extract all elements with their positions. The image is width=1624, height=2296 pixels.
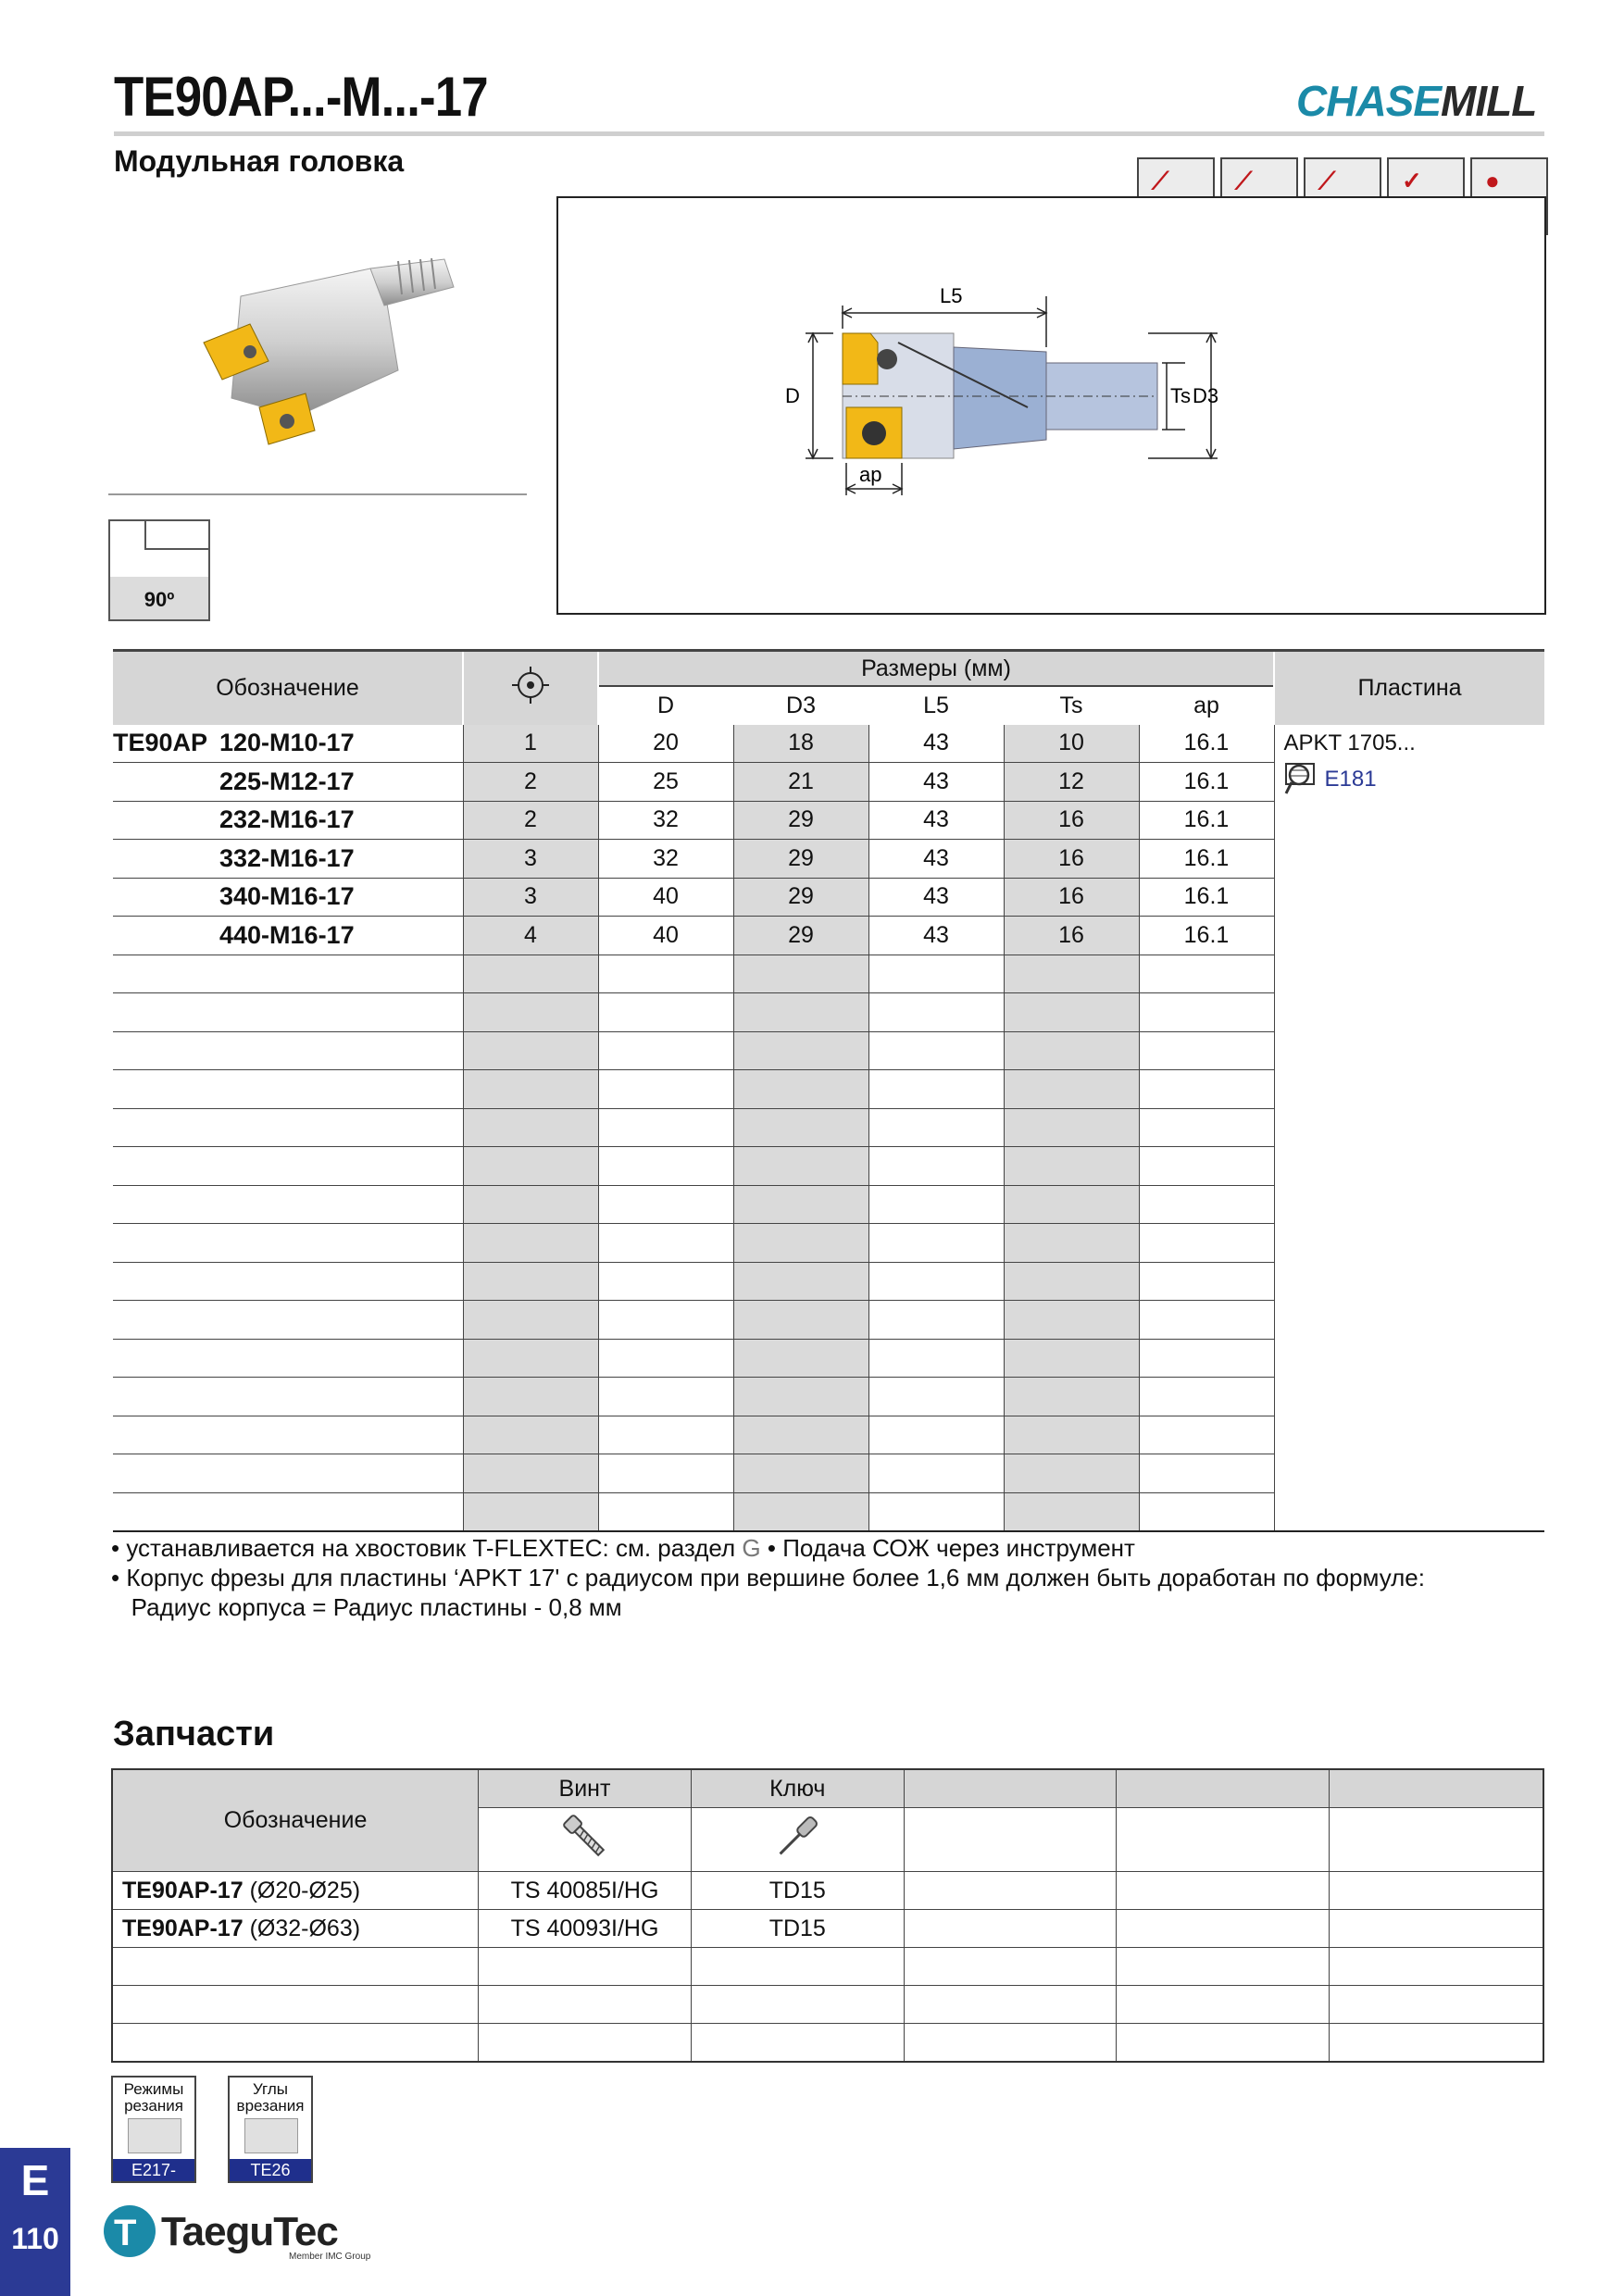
col-ap: ap bbox=[1139, 686, 1274, 725]
cell-d3: 21 bbox=[733, 763, 868, 802]
cell-ts: 16 bbox=[1004, 917, 1139, 955]
shoulder-milling-icon: ⟋ bbox=[1137, 157, 1215, 235]
designation-cell bbox=[113, 1224, 463, 1263]
table-row bbox=[113, 725, 1544, 763]
cell-d: 40 bbox=[598, 917, 733, 955]
ref-pages: E217-E219 bbox=[113, 2159, 194, 2181]
title-divider bbox=[114, 131, 1544, 136]
cell-d3 bbox=[733, 1454, 868, 1493]
angle-icon bbox=[110, 521, 208, 577]
cell-d3 bbox=[733, 1339, 868, 1378]
cell-d bbox=[598, 1224, 733, 1263]
cell-d3 bbox=[733, 1070, 868, 1109]
col-ts: Ts bbox=[1004, 686, 1139, 725]
cell-d3 bbox=[733, 1185, 868, 1224]
cell-d bbox=[598, 1185, 733, 1224]
cell-z bbox=[463, 1070, 598, 1109]
cell-d bbox=[598, 1070, 733, 1109]
designation-cell bbox=[113, 1147, 463, 1186]
cell-ap: 16.1 bbox=[1139, 801, 1274, 840]
cell-z: 4 bbox=[463, 917, 598, 955]
spare-key bbox=[691, 1948, 904, 1986]
cell-d bbox=[598, 1108, 733, 1147]
cell-z: 2 bbox=[463, 801, 598, 840]
cell-d bbox=[598, 993, 733, 1032]
spares-title: Запчасти bbox=[113, 1715, 275, 1753]
cell-ap bbox=[1139, 1224, 1274, 1263]
spare-key: TD15 bbox=[691, 1872, 904, 1910]
catalog-magnifier-icon bbox=[1284, 762, 1325, 797]
cell-ts bbox=[1004, 1378, 1139, 1416]
cell-ap: 16.1 bbox=[1139, 725, 1274, 763]
cell-z bbox=[463, 1416, 598, 1454]
cell-l5: 43 bbox=[868, 878, 1004, 917]
cell-d3 bbox=[733, 1416, 868, 1454]
cell-z: 3 bbox=[463, 840, 598, 879]
cell-d bbox=[598, 1339, 733, 1378]
designation-cell: 440-M16-17 bbox=[113, 917, 463, 955]
cell-d: 32 bbox=[598, 801, 733, 840]
spare-designation bbox=[112, 1948, 479, 1986]
cell-ts bbox=[1004, 1070, 1139, 1109]
page-number: 110 bbox=[11, 2222, 59, 2255]
cell-ap: 16.1 bbox=[1139, 917, 1274, 955]
spare-row bbox=[112, 1986, 1543, 2024]
designation-cell: TE90AP 120-M10-17 bbox=[113, 725, 463, 763]
cell-d3 bbox=[733, 955, 868, 993]
spare-key bbox=[691, 1986, 904, 2024]
cell-d bbox=[598, 955, 733, 993]
cell-ap bbox=[1139, 1262, 1274, 1301]
cell-d3 bbox=[733, 1492, 868, 1531]
cell-ap bbox=[1139, 1339, 1274, 1378]
dim-ts-label: Ts bbox=[1170, 384, 1191, 407]
cell-z bbox=[463, 1031, 598, 1070]
designation-cell bbox=[113, 1454, 463, 1493]
spare-row bbox=[112, 1910, 1543, 1948]
slot-milling-icon: ⟋ bbox=[1220, 157, 1298, 235]
cell-l5 bbox=[868, 1416, 1004, 1454]
cell-l5 bbox=[868, 1185, 1004, 1224]
cell-z bbox=[463, 1454, 598, 1493]
insert-ref-page: E181 bbox=[1324, 766, 1377, 792]
cell-l5 bbox=[868, 1492, 1004, 1531]
cell-z bbox=[463, 1185, 598, 1224]
cell-ts bbox=[1004, 1224, 1139, 1263]
angle-label: 90º bbox=[144, 588, 175, 611]
page-title: TE90AP...-M...-17 bbox=[114, 66, 488, 128]
ref-pages: TE26 bbox=[230, 2159, 311, 2181]
insert-ref[interactable] bbox=[1284, 762, 1545, 797]
cell-z: 1 bbox=[463, 725, 598, 763]
cell-d3: 29 bbox=[733, 878, 868, 917]
cell-ap bbox=[1139, 1031, 1274, 1070]
designation-cell bbox=[113, 1070, 463, 1109]
col-d: D bbox=[598, 686, 733, 725]
cell-d bbox=[598, 1262, 733, 1301]
designation-cell: 332-M16-17 bbox=[113, 840, 463, 879]
cell-ts bbox=[1004, 1339, 1139, 1378]
ref-title: Режимы резания bbox=[123, 2080, 184, 2115]
teeth-count-icon bbox=[507, 662, 554, 708]
dim-d3-label: D3 bbox=[1193, 384, 1219, 407]
cell-d3 bbox=[733, 1108, 868, 1147]
section-tab bbox=[0, 2148, 70, 2296]
chasemill-logo: CHASEMILL bbox=[1296, 77, 1537, 125]
cell-ts bbox=[1004, 1108, 1139, 1147]
cell-ap bbox=[1139, 993, 1274, 1032]
cell-ts: 12 bbox=[1004, 763, 1139, 802]
cell-d3 bbox=[733, 1031, 868, 1070]
col-d3: D3 bbox=[733, 686, 868, 725]
designation-cell bbox=[113, 1339, 463, 1378]
cell-ts bbox=[1004, 993, 1139, 1032]
cell-ts bbox=[1004, 1031, 1139, 1070]
cell-ap bbox=[1139, 1378, 1274, 1416]
product-photo bbox=[185, 231, 481, 472]
sp-col-designation: Обозначение bbox=[112, 1769, 479, 1872]
cell-z bbox=[463, 1108, 598, 1147]
sp-col-screw: Винт bbox=[479, 1769, 692, 1808]
cell-ap: 16.1 bbox=[1139, 840, 1274, 879]
designation-cell bbox=[113, 993, 463, 1032]
col-l5: L5 bbox=[868, 686, 1004, 725]
cell-d bbox=[598, 1378, 733, 1416]
cell-z bbox=[463, 1147, 598, 1186]
designation-cell: 340-M16-17 bbox=[113, 878, 463, 917]
spare-row bbox=[112, 1948, 1543, 1986]
cell-l5 bbox=[868, 1301, 1004, 1340]
cell-l5 bbox=[868, 1454, 1004, 1493]
designation-cell bbox=[113, 1492, 463, 1531]
col-dimensions: Размеры (мм) bbox=[598, 651, 1274, 687]
screw-icon bbox=[557, 1809, 613, 1865]
cell-d3 bbox=[733, 1378, 868, 1416]
designation-cell bbox=[113, 1301, 463, 1340]
cell-ap bbox=[1139, 1301, 1274, 1340]
designation-cell bbox=[113, 1378, 463, 1416]
designation-cell: 225-M12-17 bbox=[113, 763, 463, 802]
cell-l5 bbox=[868, 1224, 1004, 1263]
cell-d bbox=[598, 1031, 733, 1070]
cell-z bbox=[463, 1378, 598, 1416]
notes bbox=[111, 1533, 1425, 1622]
key-icon bbox=[769, 1809, 825, 1865]
entering-angle-badge bbox=[108, 519, 210, 621]
cell-ap bbox=[1139, 955, 1274, 993]
designation-cell bbox=[113, 955, 463, 993]
helical-interpolation-icon: ● bbox=[1470, 157, 1548, 235]
cell-d: 40 bbox=[598, 878, 733, 917]
key-icon-cell bbox=[691, 1808, 904, 1872]
cell-l5 bbox=[868, 1262, 1004, 1301]
cell-z bbox=[463, 1301, 598, 1340]
ref-title: Углы врезания bbox=[236, 2080, 305, 2115]
cell-ts bbox=[1004, 1454, 1139, 1493]
cell-d: 25 bbox=[598, 763, 733, 802]
designation-cell bbox=[113, 1185, 463, 1224]
deep-slot-icon: ⟋ bbox=[1304, 157, 1381, 235]
cell-l5 bbox=[868, 1147, 1004, 1186]
cell-l5: 43 bbox=[868, 840, 1004, 879]
ramping-icon: ✓ bbox=[1387, 157, 1465, 235]
cell-ap bbox=[1139, 1108, 1274, 1147]
cell-d3 bbox=[733, 1224, 868, 1263]
dim-l5-label: L5 bbox=[940, 284, 963, 307]
cutting-data-ref[interactable] bbox=[111, 2076, 196, 2202]
note-line-3: Радиус корпуса = Радиус пластины - 0,8 мм bbox=[111, 1593, 622, 1621]
cell-d bbox=[598, 1416, 733, 1454]
spare-screw bbox=[479, 1948, 692, 1986]
spare-screw: TS 40085I/HG bbox=[479, 1872, 692, 1910]
cell-l5: 43 bbox=[868, 725, 1004, 763]
cell-ts bbox=[1004, 1301, 1139, 1340]
designation-cell bbox=[113, 1416, 463, 1454]
cell-ts bbox=[1004, 1147, 1139, 1186]
cell-l5 bbox=[868, 1378, 1004, 1416]
col-teeth bbox=[463, 651, 598, 725]
cell-ts: 16 bbox=[1004, 801, 1139, 840]
cell-ap bbox=[1139, 1147, 1274, 1186]
designation-cell bbox=[113, 1108, 463, 1147]
cell-l5 bbox=[868, 1108, 1004, 1147]
cell-ap: 16.1 bbox=[1139, 878, 1274, 917]
col-designation: Обозначение bbox=[113, 651, 463, 725]
cell-ts bbox=[1004, 1185, 1139, 1224]
spare-screw bbox=[479, 2024, 692, 2063]
cell-d3: 29 bbox=[733, 840, 868, 879]
cell-ts bbox=[1004, 1262, 1139, 1301]
spare-designation: TE90AP-17 (Ø20-Ø25) bbox=[112, 1872, 479, 1910]
cell-l5 bbox=[868, 1031, 1004, 1070]
photo-divider bbox=[108, 493, 527, 495]
cell-ts bbox=[1004, 1416, 1139, 1454]
cell-d3: 29 bbox=[733, 801, 868, 840]
spare-parts-table bbox=[111, 1768, 1544, 2063]
designation-cell bbox=[113, 1262, 463, 1301]
spare-screw bbox=[479, 1986, 692, 2024]
cell-l5 bbox=[868, 993, 1004, 1032]
cell-ap bbox=[1139, 1416, 1274, 1454]
cell-d bbox=[598, 1147, 733, 1186]
logo-mark-icon: T bbox=[104, 2205, 156, 2257]
cell-ap: 16.1 bbox=[1139, 763, 1274, 802]
cell-d3 bbox=[733, 1262, 868, 1301]
cell-z bbox=[463, 1224, 598, 1263]
ramping-angle-icon bbox=[244, 2118, 298, 2153]
cell-ts: 16 bbox=[1004, 878, 1139, 917]
spare-designation bbox=[112, 1986, 479, 2024]
cell-l5 bbox=[868, 1339, 1004, 1378]
cell-ts: 16 bbox=[1004, 840, 1139, 879]
cell-d3: 29 bbox=[733, 917, 868, 955]
cell-d3 bbox=[733, 1301, 868, 1340]
cell-ap bbox=[1139, 1492, 1274, 1531]
cell-z bbox=[463, 955, 598, 993]
cell-z: 3 bbox=[463, 878, 598, 917]
cell-ap bbox=[1139, 1454, 1274, 1493]
insert-cell bbox=[1274, 725, 1544, 1532]
dim-ap-label: ap bbox=[859, 463, 882, 486]
cell-l5: 43 bbox=[868, 801, 1004, 840]
cell-d bbox=[598, 1454, 733, 1493]
cell-l5: 43 bbox=[868, 763, 1004, 802]
cell-d bbox=[598, 1301, 733, 1340]
cell-z bbox=[463, 993, 598, 1032]
cell-d3: 18 bbox=[733, 725, 868, 763]
cell-ts bbox=[1004, 955, 1139, 993]
cell-d bbox=[598, 1492, 733, 1531]
page-subtitle: Модульная головка bbox=[114, 144, 405, 178]
dimensions-table bbox=[113, 649, 1544, 1532]
cell-l5 bbox=[868, 1070, 1004, 1109]
insert-code: APKT 1705... bbox=[1283, 730, 1416, 755]
cell-d3 bbox=[733, 1147, 868, 1186]
cell-l5 bbox=[868, 955, 1004, 993]
spare-designation: TE90AP-17 (Ø32-Ø63) bbox=[112, 1910, 479, 1948]
ramping-angles-ref[interactable] bbox=[228, 2076, 313, 2183]
sp-col-key: Ключ bbox=[691, 1769, 904, 1808]
spare-row bbox=[112, 1872, 1543, 1910]
cell-ap bbox=[1139, 1185, 1274, 1224]
cell-d: 20 bbox=[598, 725, 733, 763]
designation-cell bbox=[113, 1031, 463, 1070]
spare-screw: TS 40093I/HG bbox=[479, 1910, 692, 1948]
cutting-data-icon bbox=[128, 2118, 181, 2153]
cell-ts: 10 bbox=[1004, 725, 1139, 763]
cell-ap bbox=[1139, 1070, 1274, 1109]
cell-z: 2 bbox=[463, 763, 598, 802]
note-line-2: • Корпус фрезы для пластины ‘APKT 17' с радиусом при вершине более 1,6 мм должен быть доработан по формуле: bbox=[111, 1564, 1425, 1591]
cell-z bbox=[463, 1339, 598, 1378]
spare-key: TD15 bbox=[691, 1910, 904, 1948]
section-letter: E bbox=[20, 2156, 50, 2204]
cell-z bbox=[463, 1492, 598, 1531]
dim-d-label: D bbox=[785, 384, 800, 407]
screw-icon-cell bbox=[479, 1808, 692, 1872]
designation-cell: 232-M16-17 bbox=[113, 801, 463, 840]
cell-z bbox=[463, 1262, 598, 1301]
col-insert: Пластина bbox=[1274, 651, 1544, 725]
spare-key bbox=[691, 2024, 904, 2063]
spare-designation bbox=[112, 2024, 479, 2063]
cell-l5: 43 bbox=[868, 917, 1004, 955]
cell-d3 bbox=[733, 993, 868, 1032]
technical-drawing bbox=[778, 278, 1278, 518]
cell-ts bbox=[1004, 1492, 1139, 1531]
cell-d: 32 bbox=[598, 840, 733, 879]
spare-row bbox=[112, 2024, 1543, 2063]
note-line-1: • устанавливается на хвостовик T-FLEXTEC: см. раздел G • Подача СОЖ через инструмент bbox=[111, 1534, 1135, 1562]
